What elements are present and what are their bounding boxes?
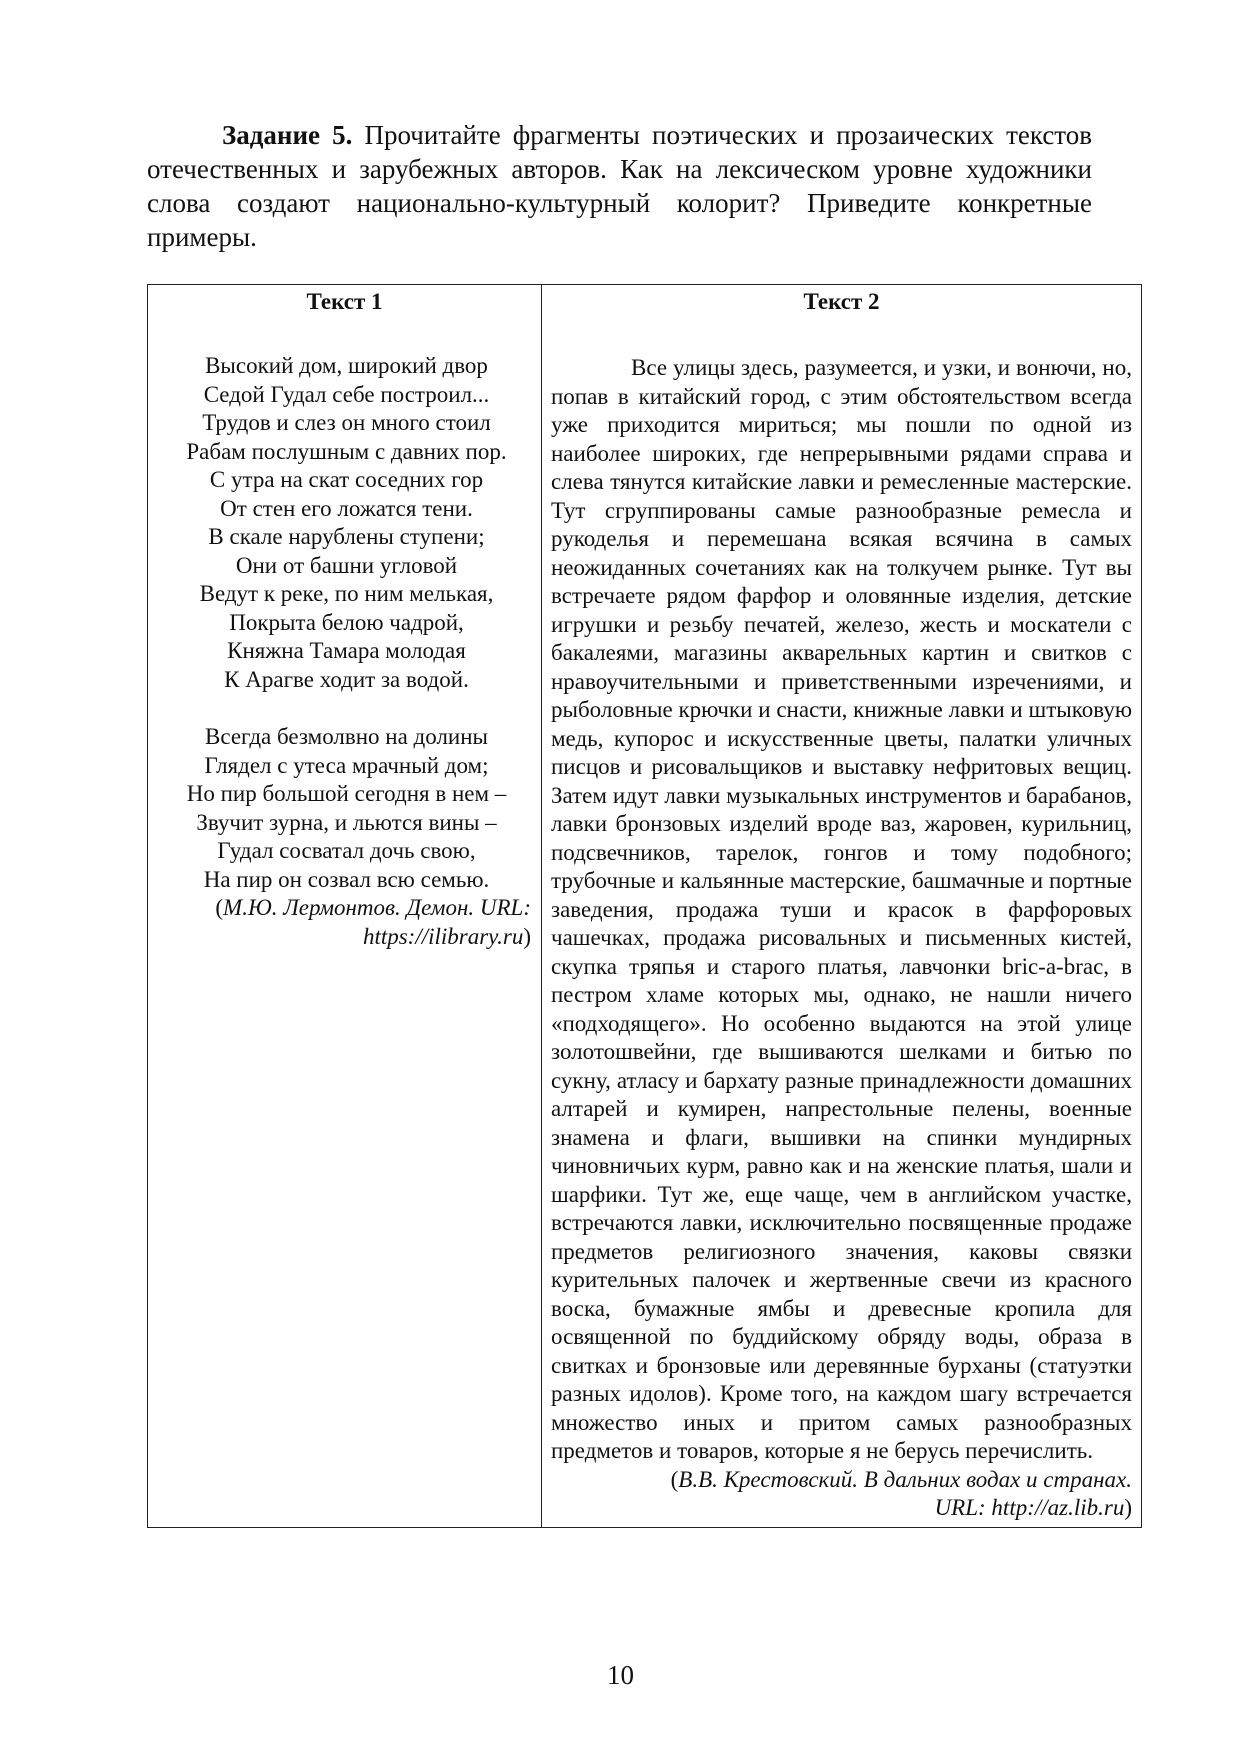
poem-line: К Арагве ходит за водой. xyxy=(224,666,469,692)
texts-table xyxy=(147,284,1142,1528)
poem-line: Трудов и слез он много стоил xyxy=(202,410,491,435)
table-body-row xyxy=(148,317,1142,1527)
poem-line: Ведут к реке, по ним мелькая, xyxy=(199,581,494,606)
text-1-cell xyxy=(148,317,542,1527)
text-2-source: (В.В. Крестовский. В дальних водах и странах. URL: http://az.lib.ru) xyxy=(670,1466,1132,1520)
prose-body: Все улицы здесь, разумеется, и узки, и вонючи, но, попав в китайский город, с этим обстоятельством всегда уже приходится мириться; мы пошли по одной из наиболее широких, где непрерывными рядами справа и слева тянутся китайские лавки и ремесленные мастерские. Тут сгруппированы самые разнообразные ремесла и рукоделья и перемешана всякая всячина в самых неожиданных сочетаниях как на толкучем рынке. Тут вы встречаете рядом фарфор и оловянные изделия, детские игрушки и резьбу печатей, железо, жесть и москатели с бакалеями, магазины акварельных картин и свитков с нравоучительными и приветственными изречениями, и рыболовные крючки и снасти, книжные лавки и штыковую медь, купорос и искусственные цветы, палатки уличных писцов и рисовальщиков и выставку нефритовых вещиц. Затем идут лавки музыкальных инструментов и барабанов, лавки бронзовых изделий вроде ваз, жаровен, курильниц, подсвечников, тарелок, гонгов и тому подобного; трубочные и кальянные мастерские, башмачные и портные заведения, продажа туши и красок в фарфоровых чашечках, продажа рисовальных и письменных кистей, скупка тряпья и старого платья, лавчонки bric-a-brac, в пестром хламе которых мы, однако, не нашли ничего «подходящего». Но особенно выдаются на этой улице золотошвейни, где вышиваются шелками и битью по сукну, атласу и бархату разные принадлежности домашних алтарей и кумирен, напрестольные пелены, военные знамена и флаги, вышивки на спинки мундирных чиновничьих курм, равно как и на женские платья, шали и шарфики. Тут же, еще чаще, чем в английском участке, встречаются лавки, исключительно посвященные продаже предметов религиозного значения, каковы связки курительных палочек и жертвенные свечи из красного воска, бумажные ямбы и древесные кропила для освященной по буддийскому обряду воды, образа в свитках и бронзовые или деревянные бурханы (статуэтки разных идолов). Кроме того, на каждом шагу встречается множество иных и притом самых разнообразных предметов и товаров, которые я не берусь перечислить. xyxy=(551,355,1132,1463)
poem xyxy=(148,317,541,959)
task-label: Задание 5. xyxy=(222,120,353,150)
poem-line: Всегда безмолвно на долины xyxy=(205,724,488,749)
poem-line: На пир он созвал всю семью. xyxy=(203,866,490,892)
poem-line: Рабам послушным с давних пор. xyxy=(186,438,507,464)
text-1-source: (М.Ю. Лермонтов. Демон. URL: https://ilibrary.ru) xyxy=(215,895,531,949)
poem-line: Они от башни угловой xyxy=(235,552,458,578)
table-header-row xyxy=(148,285,1142,318)
prose xyxy=(542,317,1141,1527)
poem-line: С утра на скат соседних гор xyxy=(209,467,484,492)
task-block xyxy=(147,118,1092,254)
stanza-2 xyxy=(162,723,531,951)
poem-line: В скале нарублены ступени; xyxy=(208,524,485,549)
poem-line: Седой Гудал себе построил... xyxy=(203,381,490,407)
task-paragraph xyxy=(147,118,1092,254)
task-text: Прочитайте фрагменты поэтических и прозаических текстов отечественных и зарубежных авторов. Как на лексическом уровне художники слова создают национально-культурный колорит? Приведите конкретные примеры. xyxy=(147,120,1092,252)
text-2-cell xyxy=(542,317,1142,1527)
poem-line: Звучит зурна, и льются вины – xyxy=(196,809,497,835)
poem-line: От стен его ложатся тени. xyxy=(220,495,473,521)
poem-line: Но пир большой сегодня в нем – xyxy=(186,781,507,806)
page-number: 10 xyxy=(607,1660,634,1690)
poem-line: Княжна Тамара молодая xyxy=(227,638,466,663)
poem-line: Гудал сосватал дочь свою, xyxy=(217,838,476,863)
poem-line: Глядел с утеса мрачный дом; xyxy=(204,752,489,778)
header-text-2: Текст 2 xyxy=(542,285,1142,318)
poem-line: Покрыта белою чадрой, xyxy=(229,609,464,635)
header-text-1: Текст 1 xyxy=(148,285,542,318)
stanza-1 xyxy=(162,352,531,694)
poem-line: Высокий дом, широкий двор xyxy=(205,353,488,378)
